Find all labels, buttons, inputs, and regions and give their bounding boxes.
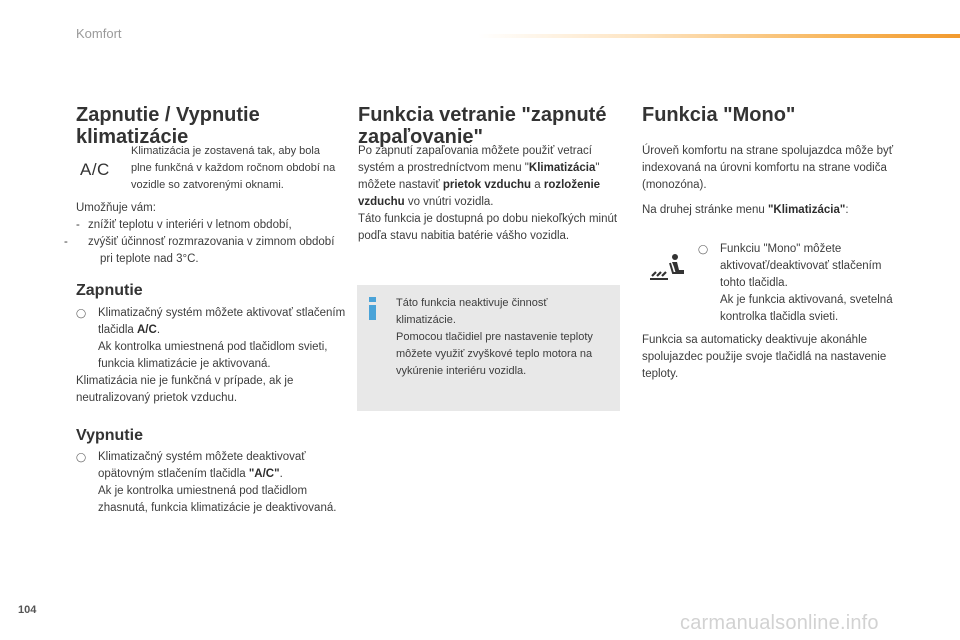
ventilation-paragraph: Po zapnutí zapaľovania môžete použiť vetrací systém a prostredníctvom menu "Klimatizácia" môžete nastaviť prietok vzduchu a rozloženie vzduchu vo vnútri vozidla.	[358, 145, 601, 208]
section-title: Komfort	[76, 26, 122, 41]
ac-description: Klimatizácia je zostavená tak, aby bola plne funkčná v každom ročnom období na vozidle so zatvorenými oknami.	[131, 145, 336, 191]
off-heading-block	[76, 427, 346, 445]
on-heading: Zapnutie	[76, 282, 143, 299]
page-number: 104	[18, 604, 37, 616]
ac-benefits-intro: Umožňuje vám:	[76, 202, 156, 214]
ventilation-title-line2: zapaľovanie"	[358, 126, 484, 148]
mono-bullet-line1: Funkciu "Mono" môžete aktivovať/deaktivovať stlačením tohto tlačidla.	[720, 243, 882, 289]
off-section	[76, 449, 346, 517]
on-bullet-line2: Ak kontrolka umiestnená pod tlačidlom svieti, funkcia klimatizácie je aktivovaná.	[98, 341, 328, 370]
ventilation-title	[358, 104, 624, 148]
on-note: Klimatizácia nie je funkčná v prípade, ak je neutralizovaný prietok vzduchu.	[76, 375, 294, 404]
arrow-bullet-icon: ◯	[76, 452, 87, 462]
ac-button-icon: A/C	[80, 160, 110, 179]
mono-intro	[642, 143, 904, 194]
on-bullet-text: Klimatizačný systém môžete aktivovať stlačením tlačidla A/C.	[98, 307, 346, 336]
mono-title-block	[642, 104, 904, 126]
ventilation-body	[358, 143, 624, 245]
on-bullet	[76, 305, 346, 373]
info-line2: Pomocou tlačidiel pre nastavenie teploty môžete využiť zvyškové teplo motora na vykúrenie interiéru vozidla.	[396, 331, 593, 377]
mono-seat-icon	[648, 252, 688, 282]
off-bullet-text: Klimatizačný systém môžete deaktivovať opätovným stlačením tlačidla "A/C".	[98, 451, 306, 480]
ventilation-title-line1: Funkcia vetranie "zapnuté	[358, 104, 607, 126]
mono-bullet-line2: Ak je funkcia aktivovaná, svetelná kontrolka tlačidla svieti.	[720, 294, 893, 323]
mono-menu-text: Na druhej stránke menu "Klimatizácia":	[642, 204, 849, 216]
on-heading-block	[76, 282, 346, 300]
watermark: carmanualsonline.info	[680, 612, 879, 634]
off-bullet-line2: Ak je kontrolka umiestnená pod tlačidlom zhasnutá, funkcia klimatizácie je deaktivovaná.	[98, 485, 337, 514]
list-item: - zvýšiť účinnosť rozmrazovania v zimnom období pri teplote nad 3°C.	[76, 234, 346, 268]
mono-bullet-item	[698, 241, 904, 326]
header-accent-bar	[478, 34, 960, 38]
mono-paragraph: Úroveň komfortu na strane spolujazdca môže byť indexovaná na úrovni komfortu na strane vodiča (monozóna).	[642, 145, 894, 191]
info-line1: Táto funkcia neaktivuje činnosť klimatizácie.	[396, 297, 548, 326]
info-icon	[369, 297, 376, 320]
info-text	[396, 295, 608, 380]
off-heading: Vypnutie	[76, 427, 143, 444]
mono-auto-text: Funkcia sa automaticky deaktivuje akonáhle spolujazdec použije svoje tlačidlá na nastavenie teploty.	[642, 334, 887, 380]
ac-benefits-list	[76, 217, 346, 268]
list-item: - znížiť teplotu v interiéri v letnom období,	[76, 217, 346, 234]
mono-menu-note	[642, 202, 904, 219]
arrow-bullet-icon: ◯	[76, 308, 87, 318]
off-bullet	[76, 449, 346, 517]
ac-benefits	[76, 200, 346, 268]
ac-title-line2: klimatizácie	[76, 126, 189, 148]
mono-title: Funkcia "Mono"	[642, 104, 796, 126]
ventilation-duration: Táto funkcia je dostupná po dobu niekoľkých minút podľa stavu nabitia batérie vášho vozidla.	[358, 213, 618, 242]
mono-bullet	[698, 241, 904, 326]
ac-section-title	[76, 104, 346, 148]
ac-title-line1: Zapnutie / Vypnutie	[76, 104, 260, 126]
mono-auto-note	[642, 332, 904, 383]
on-section	[76, 305, 346, 407]
arrow-bullet-icon: ◯	[698, 244, 709, 254]
